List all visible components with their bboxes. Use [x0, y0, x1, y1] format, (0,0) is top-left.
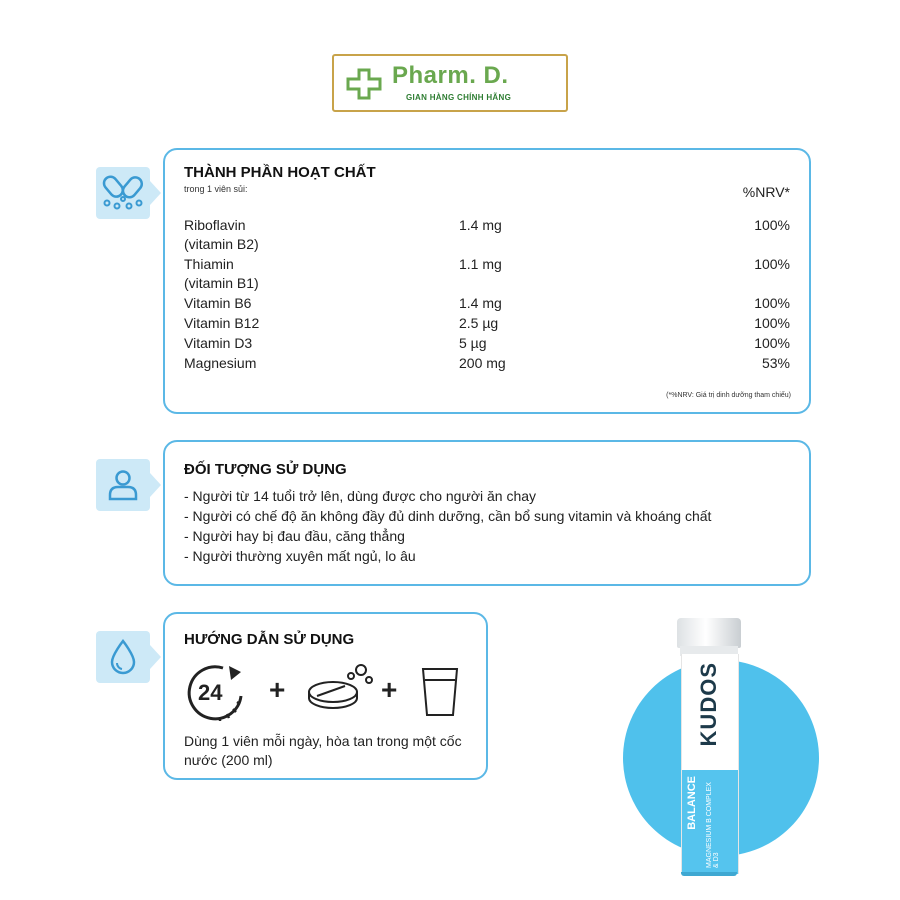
usage-title: HƯỚNG DẪN SỬ DỤNG	[184, 631, 355, 648]
ingredient-name: Thiamin (vitamin B1)	[184, 256, 259, 291]
list-item: - Người có chế độ ăn không đầy đủ dinh dưỡng, cần bổ sung vitamin và khoáng chất	[184, 508, 712, 524]
ingredient-amount: 2.5 µg	[459, 315, 499, 331]
ingredient-nrv: 53%	[761, 355, 790, 371]
capsule-pills-icon	[101, 173, 145, 213]
clock-label: 24	[198, 680, 223, 705]
ingredient-amount: 200 mg	[459, 355, 506, 371]
ingredient-name: Vitamin D3	[184, 335, 253, 351]
usage-card	[163, 612, 488, 780]
clock-24h-icon	[185, 662, 249, 724]
ingredient-nrv: 100%	[754, 315, 790, 331]
product-brand: KUDOS	[696, 662, 721, 747]
water-drop-icon	[108, 638, 138, 676]
ingredients-card	[163, 148, 811, 414]
ingredient-amount: 1.4 mg	[459, 217, 502, 233]
nrv-footnote: (*%NRV: Giá trị dinh dưỡng tham chiếu)	[666, 392, 791, 399]
tube-label-band	[682, 770, 738, 874]
product-tube	[681, 654, 739, 874]
brand-logo	[332, 54, 568, 112]
logo-title: Pharm. D.	[392, 62, 509, 89]
target-users-card	[163, 440, 811, 586]
ingredient-name: Vitamin B6	[184, 295, 252, 311]
ingredient-amount: 1.4 mg	[459, 295, 502, 311]
list-item: - Người hay bị đau đầu, căng thẳng	[184, 528, 405, 544]
ingredient-nrv: 100%	[754, 335, 790, 351]
nrv-header: %NRV*	[742, 184, 790, 200]
ingredients-subtitle: trong 1 viên sủi:	[184, 184, 248, 194]
usage-instructions: Dùng 1 viên mỗi ngày, hòa tan trong một cốc nước (200 ml)	[184, 733, 462, 768]
product-line: BALANCE	[686, 776, 698, 830]
target-title: ĐỐI TƯỢNG SỬ DỤNG	[184, 461, 347, 478]
product-desc: MAGNESIUM B COMPLEX & D3	[706, 782, 720, 868]
ingredients-title: THÀNH PHẦN HOẠT CHẤT	[184, 164, 376, 181]
plus-sign: +	[269, 674, 286, 705]
ingredients-icon-box	[96, 167, 150, 219]
ingredient-name: Riboflavin (vitamin B2)	[184, 217, 259, 252]
ingredient-nrv: 100%	[754, 295, 790, 311]
water-glass-icon	[420, 666, 460, 718]
usage-icon-box	[96, 631, 150, 683]
list-item: - Người từ 14 tuổi trở lên, dùng được cho người ăn chay	[184, 488, 537, 504]
ingredient-name: Vitamin B12	[184, 315, 260, 331]
ingredient-nrv: 100%	[754, 256, 790, 272]
user-icon	[106, 468, 140, 502]
tube-cap	[677, 618, 741, 648]
list-item: - Người thường xuyên mất ngủ, lo âu	[184, 548, 416, 564]
pharmacy-cross-icon	[346, 68, 382, 100]
ingredient-amount: 1.1 mg	[459, 256, 502, 272]
logo-subtitle: GIAN HÀNG CHÍNH HÃNG	[406, 93, 512, 102]
ingredient-name: Magnesium	[184, 355, 257, 371]
tube-bottom	[681, 872, 737, 876]
ingredient-amount: 5 µg	[459, 335, 487, 351]
plus-sign: +	[381, 674, 398, 705]
ingredient-nrv: 100%	[754, 217, 790, 233]
target-list	[184, 486, 711, 566]
effervescent-tablet-icon	[305, 656, 377, 714]
target-icon-box	[96, 459, 150, 511]
